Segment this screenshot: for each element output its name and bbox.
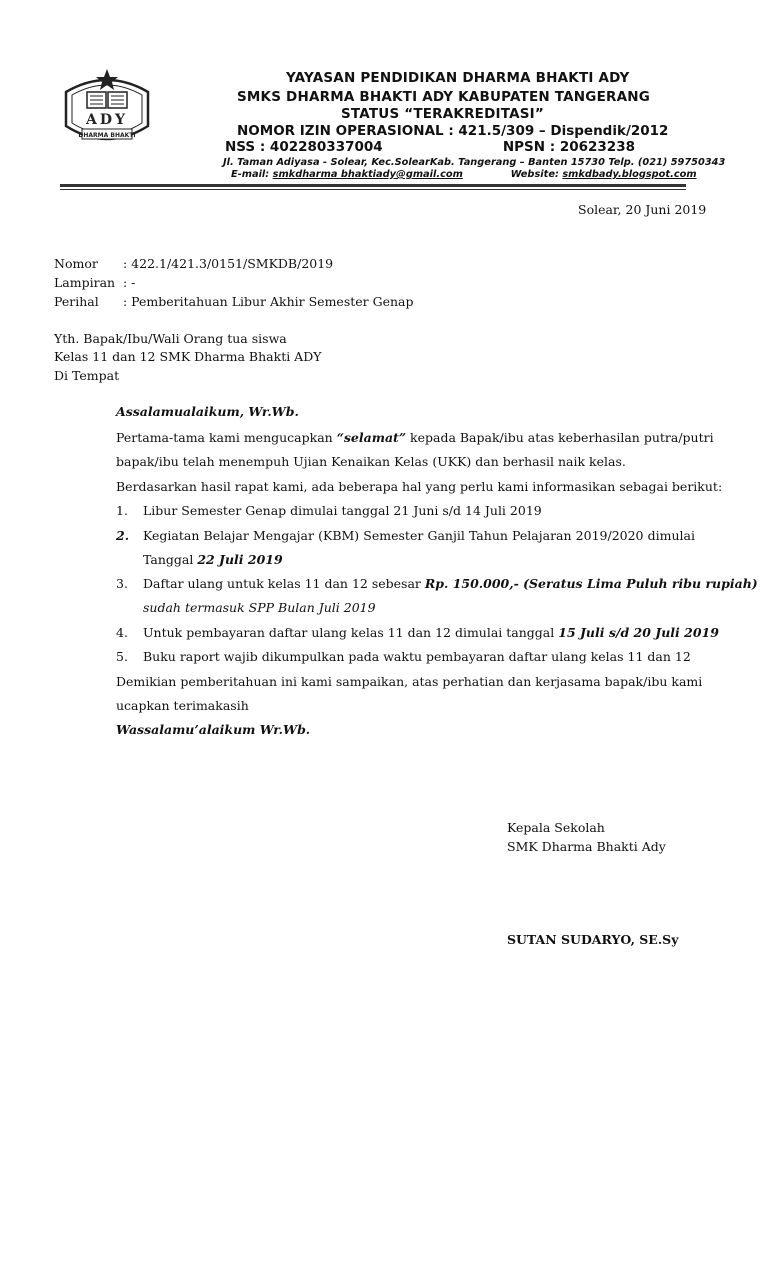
list-item-emphasis: Rp. 150.000,- (Seratus Lima Puluh ribu rupiah) (424, 576, 758, 591)
greeting: Assalamualaikum, Wr.Wb. (116, 404, 299, 419)
signature-title: Kepala Sekolah (507, 820, 605, 835)
list-item-text: Untuk pembayaran daftar ulang kelas 11 dan 12 dimulai tanggal (143, 625, 555, 640)
npsn-number: NPSN : 20623238 (502, 139, 635, 155)
list-item-continuation (143, 552, 283, 567)
website-label: Website: (510, 169, 559, 180)
lampiran-value: : - (123, 275, 136, 290)
star-icon (96, 69, 118, 90)
list-item (143, 576, 758, 591)
nss-number: NSS : 402280337004 (225, 139, 383, 155)
paragraph-text: kepada Bapak/ibu atas keberhasilan putra/putri (410, 430, 714, 445)
school-logo (60, 66, 154, 152)
school-identifiers (225, 139, 635, 155)
lampiran-label: Lampiran (54, 275, 116, 290)
email-link[interactable]: smkdharma bhaktiady@gmail.com (272, 169, 463, 180)
recipient-line: Di Tempat (54, 368, 120, 383)
accreditation-status: STATUS “TERAKREDITASI” (341, 106, 544, 122)
school-name: SMKS DHARMA BHAKTI ADY KABUPATEN TANGERANG (237, 89, 651, 105)
list-number: 1. (116, 503, 128, 518)
school-address: Jl. Taman Adiyasa - Solear, Kec.SolearKab. Tangerang – Banten 15730 Telp. (021) 59750343 (223, 157, 726, 168)
list-item (143, 625, 719, 640)
paragraph-line: bapak/ibu telah menempuh Ujian Kenaikan Kelas (UKK) dan berhasil naik kelas. (116, 454, 626, 469)
paragraph-text: Pertama-tama kami mengucapkan (116, 430, 333, 445)
list-item-emphasis: 15 Juli s/d 20 Juli 2019 (558, 625, 719, 640)
list-number: 4. (116, 625, 128, 640)
perihal-value: : Pemberitahuan Libur Akhir Semester Genap (123, 294, 414, 309)
foundation-name: YAYASAN PENDIDIKAN DHARMA BHAKTI ADY (286, 70, 630, 86)
logo-text: ADY (86, 112, 128, 128)
perihal-label: Perihal (54, 294, 99, 309)
list-number: 2. (116, 528, 130, 543)
email-label: E-mail: (231, 169, 270, 180)
operational-permit: NOMOR IZIN OPERASIONAL : 421.5/309 – Dispendik/2012 (237, 123, 669, 139)
list-item: Kegiatan Belajar Mengajar (KBM) Semester Ganjil Tahun Pelajaran 2019/2020 dimulai (143, 528, 695, 543)
list-number: 3. (116, 576, 128, 591)
list-item-continuation: sudah termasuk SPP Bulan Juli 2019 (143, 600, 376, 615)
letter-date: Solear, 20 Juni 2019 (578, 202, 707, 217)
closing-line: ucapkan terimakasih (116, 698, 249, 713)
list-item-emphasis: 22 Juli 2019 (197, 552, 283, 567)
list-item: Buku raport wajib dikumpulkan pada waktu pembayaran daftar ulang kelas 11 dan 12 (143, 649, 691, 664)
logo-banner-text: DHARMA BHAKTI (78, 132, 136, 139)
paragraph-emphasis: “selamat” (336, 430, 407, 445)
closing-salam: Wassalamu’alaikum Wr.Wb. (116, 722, 311, 737)
letterhead-rule-thin (60, 189, 686, 190)
letterhead-rule-thick (60, 184, 686, 187)
contact-line (231, 169, 697, 180)
list-item-text: Daftar ulang untuk kelas 11 dan 12 sebesar (143, 576, 421, 591)
list-item-text: Tanggal (143, 552, 194, 567)
recipient-line: Kelas 11 dan 12 SMK Dharma Bhakti ADY (54, 349, 322, 364)
nomor-label: Nomor (54, 256, 98, 271)
closing-line: Demikian pemberitahuan ini kami sampaikan, atas perhatian dan kerjasama bapak/ibu kami (116, 674, 703, 689)
list-item: Libur Semester Genap dimulai tanggal 21 Juni s/d 14 Juli 2019 (143, 503, 542, 518)
signature-school: SMK Dharma Bhakti Ady (507, 839, 666, 854)
nomor-value: : 422.1/421.3/0151/SMKDB/2019 (123, 256, 334, 271)
list-number: 5. (116, 649, 128, 664)
paragraph-line (116, 430, 714, 445)
recipient-line: Yth. Bapak/Ibu/Wali Orang tua siswa (54, 331, 287, 346)
website-link[interactable]: smkdbady.blogspot.com (562, 169, 697, 180)
paragraph-line: Berdasarkan hasil rapat kami, ada beberapa hal yang perlu kami informasikan sebagai berikut: (116, 479, 723, 494)
signature-name: SUTAN SUDARYO, SE.Sy (507, 932, 679, 947)
